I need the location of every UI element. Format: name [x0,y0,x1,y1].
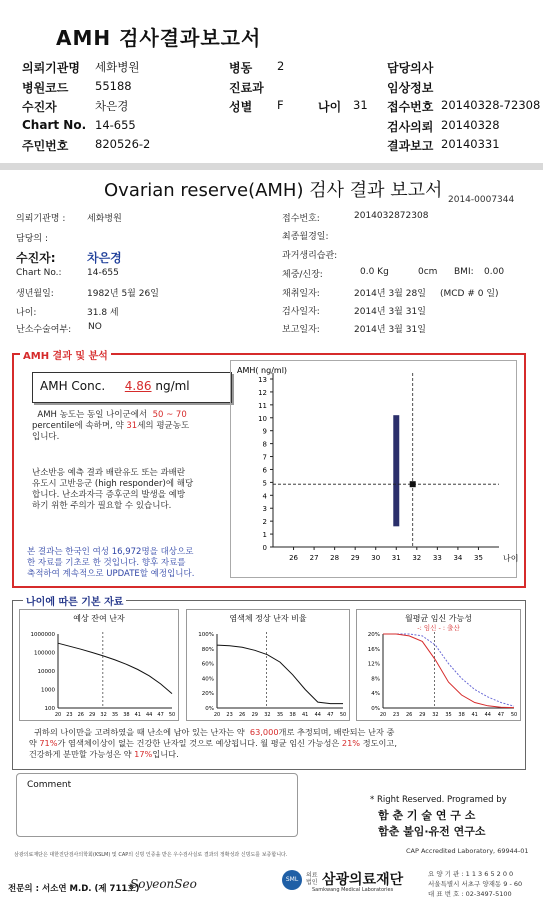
mini-x-tick-label: 44 [314,712,321,718]
rights-text: * Right Reserved. Programed by [370,795,507,805]
mini-x-tick-label: 29 [419,712,426,718]
normal-egg-chart [187,610,349,720]
code-label: 병원코드 [22,81,69,95]
amh-interpretation [32,410,232,443]
y-tick-label: 9 [262,427,267,436]
mini-chart-title: 염색체 정상 난자 비율 [229,614,307,623]
r-chart-label: Chart No.: [16,268,62,278]
r-mcd-value: (MCD # 0 일) [440,289,499,299]
para2-line: 유도시 고반응군 (high responder)에 해당 [32,479,194,489]
r-age-label: 나이: [16,308,37,318]
remaining-eggs-panel [19,609,179,721]
para1-d: 입니다. [32,432,60,442]
mini-x-tick-label: 26 [77,712,84,718]
mini-x-tick-label: 47 [157,712,164,718]
y-tick-label: 13 [258,376,267,384]
mini-y-tick-label: 80% [201,646,214,653]
note-line: 본 결과는 한국인 여성 16,972명을 대상으로 [27,547,194,557]
r-history-label: 과거생리습관: [282,251,338,261]
birth-line [383,634,514,708]
org-number: 요 양 기 관 : 1 1 3 6 5 2 0 0 [428,870,514,878]
r-height-value: 0cm [418,267,438,277]
y-tick-label: 7 [262,453,267,462]
y-tick-label: 11 [258,401,267,410]
amh-conc-unit: ng/ml [155,379,190,393]
para1-percentile: 50 ~ 70 [152,410,187,420]
mini-x-tick-label: 41 [302,712,309,718]
r-patient-label: 수진자: [16,251,56,265]
normal-percent: 71% [39,738,58,748]
signature: SoyeonSeo [130,877,197,891]
result-point [410,481,416,487]
amh-y-axis-label: AMH( ng/ml) [237,366,288,375]
report-title: Ovarian reserve(AMH) 검사 결과 보고서 [104,180,443,201]
r-surgery-label: 난소수술여부: [16,325,72,335]
doctor-label: 담당의사 [387,61,434,75]
org-address: 서울특별시 서초구 양재동 9 - 60 [428,880,523,888]
amh-conc-box [32,372,232,403]
mini-x-tick-label: 20 [54,712,62,718]
mini-x-tick-label: 35 [276,712,284,718]
amh-data-note [27,547,232,580]
r-dob-label: 생년월일: [16,289,54,299]
base-text-g: 입니다. [152,749,179,759]
r-hospital-value: 세화병원 [87,214,122,224]
mini-x-tick-label: 50 [510,712,518,718]
x-tick-label: 30 [371,554,381,562]
x-tick-label: 32 [412,554,422,562]
y-tick-label: 0 [262,544,267,552]
y-tick-label: 8 [262,440,267,449]
mini-x-tick-label: 29 [89,712,96,718]
foundation-small: 의료법인 [306,872,318,886]
base-summary-text [21,727,521,760]
pregnancy-line [383,634,514,706]
receipt-value: 20140328-72308 [441,98,541,112]
cert-text: 삼광의료재단은 대한진단검사의학회(KSLM) 및 CAP의 신빙 인증을 받은 우수검사실로 결과의 정확성과 신빙도를 보증합니다. [14,852,288,858]
org-phone: 대 표 번 호 : 02-3497-5100 [428,890,512,898]
cap-text: CAP Accredited Laboratory, 69944-01 [406,847,529,855]
mini-y-tick-label: 4% [371,691,380,698]
y-tick-label: 5 [262,479,267,488]
mini-y-tick-label: 8% [371,676,380,683]
eggs-count: 63,000 [249,727,279,737]
mini-chart-legend: -: 임신 - : 출산 [417,624,460,632]
mini-x-tick-label: 44 [146,712,153,718]
mini-x-tick-label: 50 [339,712,347,718]
r-report-label: 보고일자: [282,325,320,335]
r-weight-value: 0.0 Kg [360,267,389,277]
mini-y-tick-label: 100% [198,632,214,638]
mini-y-tick-label: 0% [371,706,380,712]
mini-y-tick-label: 16% [367,646,380,653]
para1-c: 세의 평균농도 [137,421,190,431]
x-tick-label: 29 [350,554,360,562]
mini-y-tick-label: 1000000 [30,632,55,638]
mini-x-tick-label: 38 [123,712,130,718]
requested-value: 20140328 [441,118,500,132]
r-test-value: 2014년 3월 31일 [354,307,426,317]
base-text-a: 귀하의 나이만을 고려하였을 때 난소에 남아 있는 난자는 약 [34,727,245,737]
mini-x-tick-label: 32 [100,712,107,718]
mini-y-tick-label: 60% [201,661,214,668]
summary-header [0,0,543,163]
mini-x-tick-label: 23 [226,712,233,718]
age-base-data-section [12,597,526,770]
foundation-logo-icon: SML [282,870,302,890]
para2-line: 하기 위한 주의가 필요할 수 있습니다. [32,501,172,511]
base-text-e: 정도이고, [362,738,397,748]
sex-label: 성별 [229,100,253,114]
clinical-label: 임상정보 [387,81,434,95]
rrn-value: 820526-2 [95,137,151,151]
base-text-f: 건강하게 분만할 가능성은 약 [28,749,132,759]
mini-x-tick-label: 47 [327,712,334,718]
pregnancy-chart [357,610,520,720]
mini-x-tick-label: 38 [289,712,296,718]
sex-value: F [277,98,284,112]
r-chart-value: 14-655 [87,268,119,278]
rrn-label: 주민번호 [22,139,69,153]
reported-label: 결과보고 [387,139,434,153]
receipt-label: 접수번호 [387,100,434,114]
r-collect-label: 채취일자: [282,289,320,299]
chart-value: 14-655 [95,118,136,132]
amh-analysis-section [12,353,526,588]
birth-percent: 17% [134,749,153,759]
x-tick-label: 33 [432,554,442,562]
patient-value: 차은경 [95,99,129,113]
age-label: 나이 [318,100,342,114]
mini-chart-title: 월평균 임신 가능성 [405,614,472,623]
mini-x-tick-label: 41 [471,712,478,718]
mini-x-tick-label: 50 [168,712,176,718]
para2-line: 난소반응 예측 결과 배란유도 또는 과배란 [32,468,186,478]
r-bmi-label: BMI: [454,267,474,277]
mini-data-line [217,645,343,704]
dept-label: 진료과 [229,81,264,95]
ward-label: 병동 [229,61,253,75]
ward-value: 2 [277,59,285,73]
base-text-d: 가 염색체이상이 없는 건강한 난자일 것으로 예상됩니다. 월 평균 임신 가능성은 [57,738,340,748]
y-tick-label: 3 [262,505,267,514]
x-tick-label: 35 [473,554,483,562]
amh-section-title: AMH 결과 및 분석 [20,347,111,362]
hospital-value: 세화병원 [95,60,140,74]
percentile-range-bar [393,415,399,526]
y-tick-label: 2 [262,518,267,527]
r-hospital-label: 의뢰기관명 : [16,214,66,224]
x-tick-label: 28 [330,554,340,562]
r-collect-value: 2014년 3월 28일 [354,289,426,299]
age-value: 31 [353,98,368,112]
mini-x-tick-label: 32 [264,712,271,718]
mini-x-tick-label: 26 [239,712,246,718]
r-receipt-label: 접수번호: [282,214,320,224]
y-tick-label: 6 [262,466,267,475]
hospital-label: 의뢰기관명 [22,61,80,75]
normal-egg-panel [186,609,350,721]
y-tick-label: 4 [262,492,267,501]
amh-conc-label: AMH Conc. [40,379,106,393]
comment-label: Comment [27,780,72,790]
mini-y-tick-label: 20% [201,691,214,698]
amh-response-text [32,468,232,512]
remaining-eggs-chart [20,610,178,720]
r-patient-value: 차은경 [87,251,122,265]
mini-x-tick-label: 26 [406,712,413,718]
y-tick-label: 1 [262,531,267,540]
mini-x-tick-label: 44 [484,712,491,718]
x-tick-label: 26 [289,554,299,562]
preg-percent: 21% [341,738,361,748]
mini-y-tick-label: 1000 [41,687,55,694]
amh-age-chart [231,361,519,577]
org-2: 함춘 불임·유전 연구소 [378,825,486,838]
r-lmp-label: 최종월경일: [282,232,329,242]
y-tick-label: 10 [258,414,267,423]
r-bmi-value: 0.00 [484,267,505,277]
amh-x-axis-label: 나이 [503,554,519,563]
mini-data-line [58,643,172,693]
r-doctor-label: 담당의 : [16,234,48,244]
doc-number: 2014-0007344 [448,195,515,205]
patient-label: 수진자 [22,100,57,114]
para1-age: 31 [126,421,138,431]
code-value: 55188 [95,79,132,93]
specialist: 전문의 : 서소연 M.D. (제 711호) [8,884,140,894]
mini-y-tick-label: 10000 [37,669,55,675]
note-line: 한 자료를 기초로 한 것입니다. 향후 자료를 [27,558,186,568]
base-text-c: 약 [28,738,37,748]
mini-y-tick-label: 40% [201,676,214,683]
mini-y-tick-label: 20% [367,632,380,638]
reported-value: 20140331 [441,137,500,151]
mini-y-tick-label: 12% [367,661,380,668]
para1-b: percentile에 속하며, 약 [32,421,124,431]
amh-conc-value: 4.86 [124,379,152,393]
note-line: 축적하여 계속적으로 UPDATE할 예정입니다. [27,569,195,579]
comment-box [16,773,298,837]
report-document [0,170,543,918]
foundation-name: 삼광의료재단 [322,872,404,888]
section-separator [0,163,543,170]
mini-chart-title: 예상 잔여 난자 [73,614,125,623]
r-receipt-value: 2014032872308 [354,211,429,221]
requested-label: 검사의뢰 [387,120,434,134]
para1-a: AMH 농도는 동일 나이군에서 [37,410,148,420]
r-age-value: 31.8 세 [87,308,119,318]
para2-line: 합니다. 난소과자극 증후군의 발생을 예방 [32,490,186,500]
r-surgery-value: NO [88,322,102,332]
x-tick-label: 34 [453,554,463,562]
mini-x-tick-label: 23 [66,712,73,718]
mini-x-tick-label: 38 [458,712,465,718]
r-dob-value: 1982년 5월 26일 [87,289,159,299]
mini-y-tick-label: 0% [205,706,214,712]
mini-x-tick-label: 20 [379,712,387,718]
r-body-label: 체중/신장: [282,270,323,280]
mini-x-tick-label: 23 [392,712,400,718]
mini-y-tick-label: 100 [44,706,55,712]
summary-title: AMH 검사결과보고서 [56,26,262,50]
base-text-b: 개로 추정되며, 배란되는 난자 중 [278,727,395,737]
x-tick-label: 31 [391,554,401,562]
x-tick-label: 27 [309,554,319,562]
y-tick-label: 12 [258,388,267,397]
r-report-value: 2014년 3월 31일 [354,325,426,335]
base-section-title: 나이에 따른 기본 자료 [23,593,126,608]
pregnancy-panel [356,609,521,721]
mini-x-tick-label: 35 [111,712,119,718]
mini-y-tick-label: 100000 [34,650,55,657]
chart-label: Chart No. [22,118,87,132]
mini-x-tick-label: 41 [134,712,141,718]
mini-x-tick-label: 20 [213,712,221,718]
mini-x-tick-label: 29 [251,712,258,718]
r-test-label: 검사일자: [282,307,320,317]
mini-x-tick-label: 47 [497,712,505,718]
mini-x-tick-label: 32 [432,712,439,718]
mini-x-tick-label: 35 [445,712,452,718]
amh-chart-frame [230,360,517,578]
org-1: 함 춘 기 술 연 구 소 [378,809,476,822]
foundation-en: Samkwang Medical Laboratories [312,887,394,893]
